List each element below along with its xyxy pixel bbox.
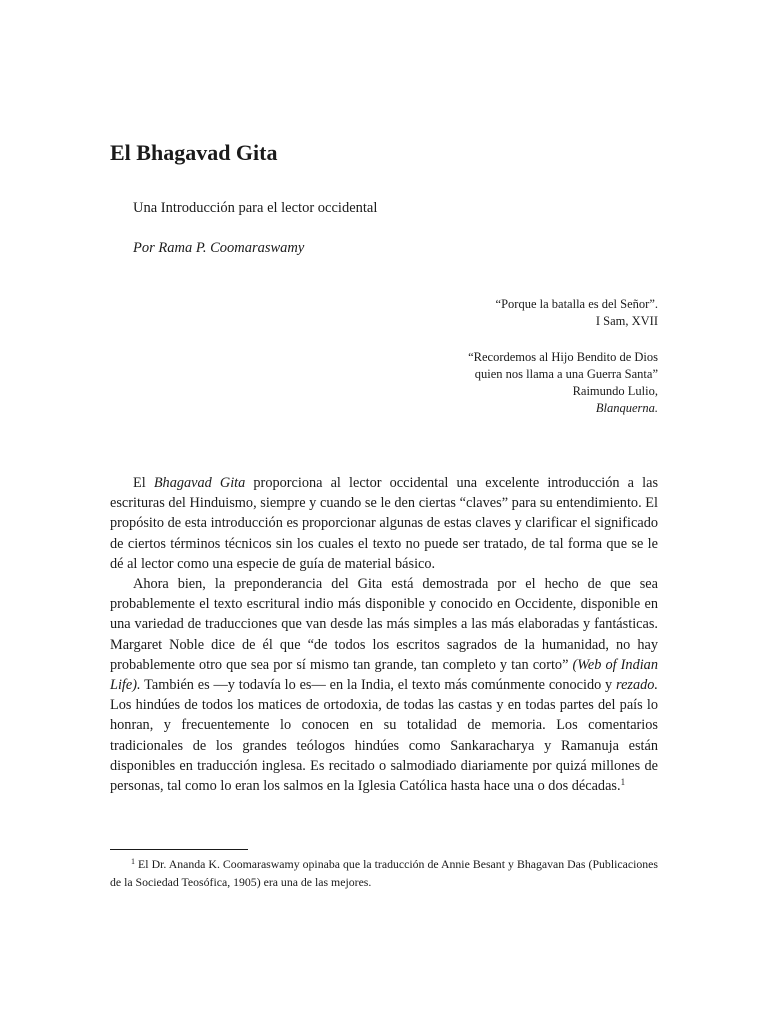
footnote-text: El Dr. Ananda K. Coomaraswamy opinaba que la traducción de Annie Besant y Bhagavan Das (Publicaciones de la Sociedad Teosófica, 1905) era una de las mejores. [110, 857, 658, 889]
epigraph-2-line: “Recordemos al Hijo Bendito de Dios [468, 350, 658, 364]
epigraph-2-line: quien nos llama a una Guerra Santa” [474, 367, 658, 381]
document-title: El Bhagavad Gita [110, 140, 278, 165]
epigraph-2-source: Blanquerna. [595, 401, 658, 415]
italic-text: (Web of Indian Life). [110, 656, 658, 694]
footnote-reference[interactable]: 1 [620, 777, 626, 788]
body-text [110, 473, 658, 796]
epigraph-2-author: Raimundo Lulio, [572, 384, 658, 398]
italic-text: rezado. [616, 677, 658, 694]
text-run: Ahora bien, la preponderancia del Gita está demostrada por el hecho de que sea probablemente el texto escritural indio más disponible y conocido en Occidente, disponible en una variedad de traducciones que van desde las más simples a las más elaboradas y fantásticas. Margaret Noble dice de él que “de todos los escritos sagrados de la humanidad, no hay probablemente otro que sea por sí mismo tan grande, tan completo y tan corto” [110, 576, 658, 673]
epigraph-1-source: I Sam, XVII [595, 314, 658, 328]
epigraph-1-line: “Porque la batalla es del Señor”. [495, 297, 658, 311]
footnote-1 [110, 855, 658, 891]
epigraph-2 [468, 349, 658, 417]
text-run: El [133, 475, 154, 491]
document-author: Por Rama P. Coomaraswamy [133, 240, 305, 256]
text-run: También es —y todavía lo es— en la India, el texto más comúnmente conocido y [140, 677, 617, 694]
epigraph-1 [496, 296, 658, 330]
document-subtitle: Una Introducción para el lector occidental [133, 200, 378, 216]
footnote-divider [110, 849, 248, 850]
paragraph-1 [110, 473, 658, 574]
text-run: proporciona al lector occidental una excelente introducción a las escrituras del Hinduismo, siempre y cuando se le den ciertas “claves” para su entendimiento. El propósito de esta introducción es proporcionar algunas de estas claves y clarificar el significado de ciertos términos técnicos sin los cuales el texto no puede ser tratado, de tal forma que se le dé al lector como una especie de guía de material básico. [110, 475, 659, 572]
italic-text: Bhagavad Gita [153, 475, 246, 491]
text-run: Los hindúes de todos los matices de ortodoxia, de todas las castas y en todas partes del país lo honran, y frecuentemente lo conocen en su totalidad de memoria. Los comentarios tradicionales de los grandes teólogos hindúes como Sankaracharya y Ramanuja están disponibles en traducción inglesa. Es recitado o salmodiado diariamente por quizá millones de personas, tal como lo eran los salmos en la Iglesia Católica hasta hace una o dos décadas. [110, 697, 658, 795]
paragraph-2 [110, 574, 658, 796]
footnote-number: 1 [131, 857, 135, 866]
